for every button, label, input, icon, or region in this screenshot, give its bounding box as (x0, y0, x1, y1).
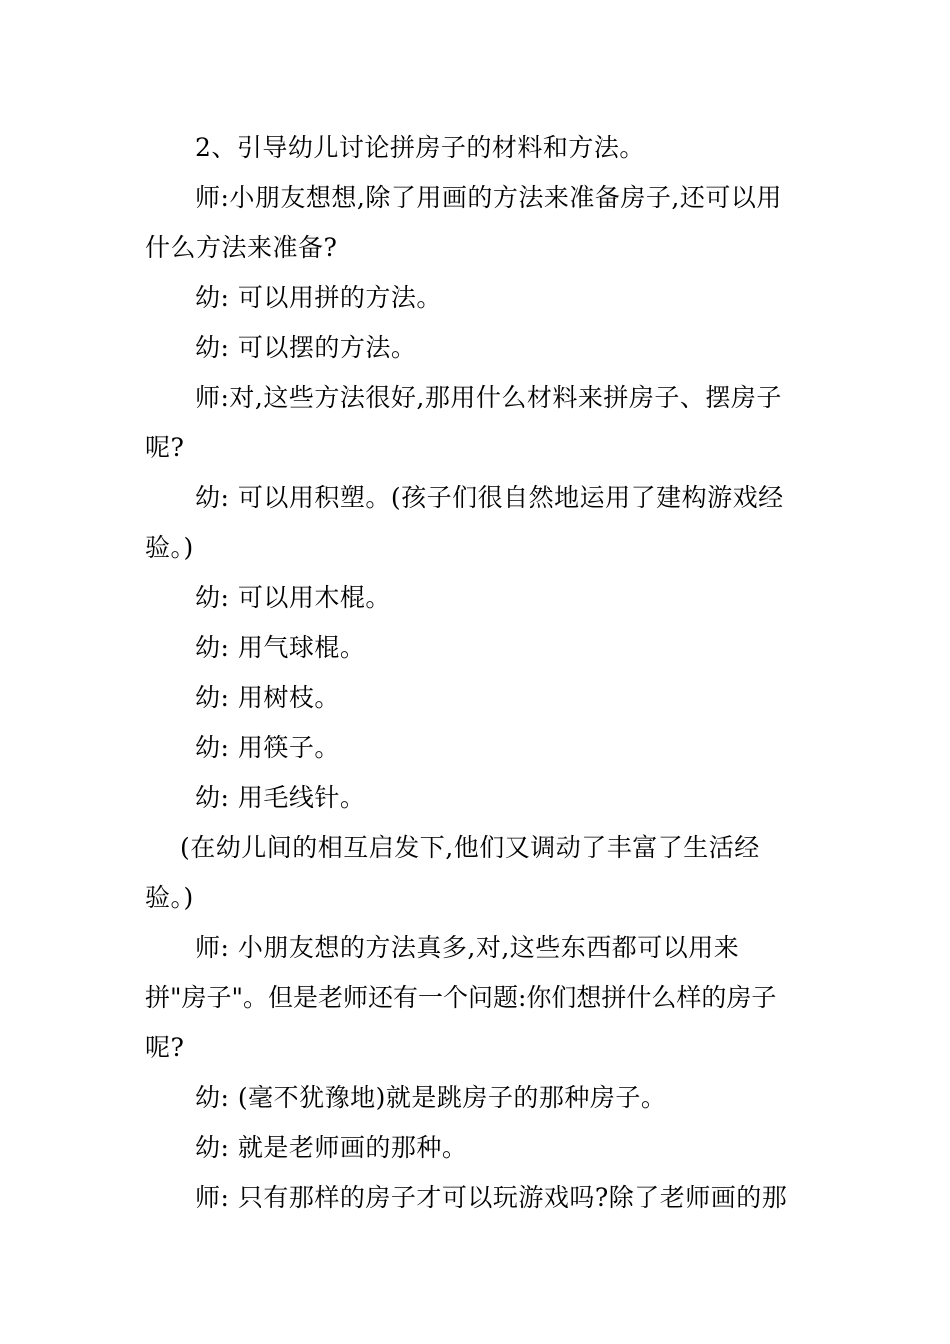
paragraph-line: 师: 小朋友想的方法真多,对,这些东西都可以用来 (195, 933, 740, 962)
paragraph-line: 呢? (145, 1033, 185, 1062)
paragraph-line: 师:小朋友想想,除了用画的方法来准备房子,还可以用 (195, 183, 782, 212)
paragraph-line: 什么方法来准备? (145, 233, 338, 262)
paragraph-line: 拼"房子"。但是老师还有一个问题:你们想拼什么样的房子 (145, 983, 777, 1012)
paragraph-line: (在幼儿间的相互启发下,他们又调动了丰富了生活经 (180, 833, 760, 862)
paragraph-line: 幼: 用气球棍。 (195, 633, 366, 662)
paragraph-line: 师:对,这些方法很好,那用什么材料来拼房子、摆房子 (195, 383, 782, 412)
paragraph-line: 幼: 用树枝。 (195, 683, 340, 712)
paragraph-line: 验。) (145, 883, 194, 912)
paragraph-line: 2、引导幼儿讨论拼房子的材料和方法。 (195, 133, 645, 162)
paragraph-line: 幼: (毫不犹豫地)就是跳房子的那种房子。 (195, 1083, 667, 1112)
paragraph-line: 幼: 就是老师画的那种。 (195, 1133, 468, 1162)
paragraph-line: 验。) (145, 533, 194, 562)
paragraph-line: 幼: 可以用积塑。(孩子们很自然地运用了建构游戏经 (195, 483, 784, 512)
paragraph-line: 师: 只有那样的房子才可以玩游戏吗?除了老师画的那 (195, 1183, 788, 1212)
paragraph-line: 幼: 可以摆的方法。 (195, 333, 417, 362)
paragraph-line: 呢? (145, 433, 185, 462)
paragraph-line: 幼: 用筷子。 (195, 733, 340, 762)
paragraph-line: 幼: 可以用拼的方法。 (195, 283, 442, 312)
paragraph-line: 幼: 用毛线针。 (195, 783, 366, 812)
paragraph-line: 幼: 可以用木棍。 (195, 583, 391, 612)
